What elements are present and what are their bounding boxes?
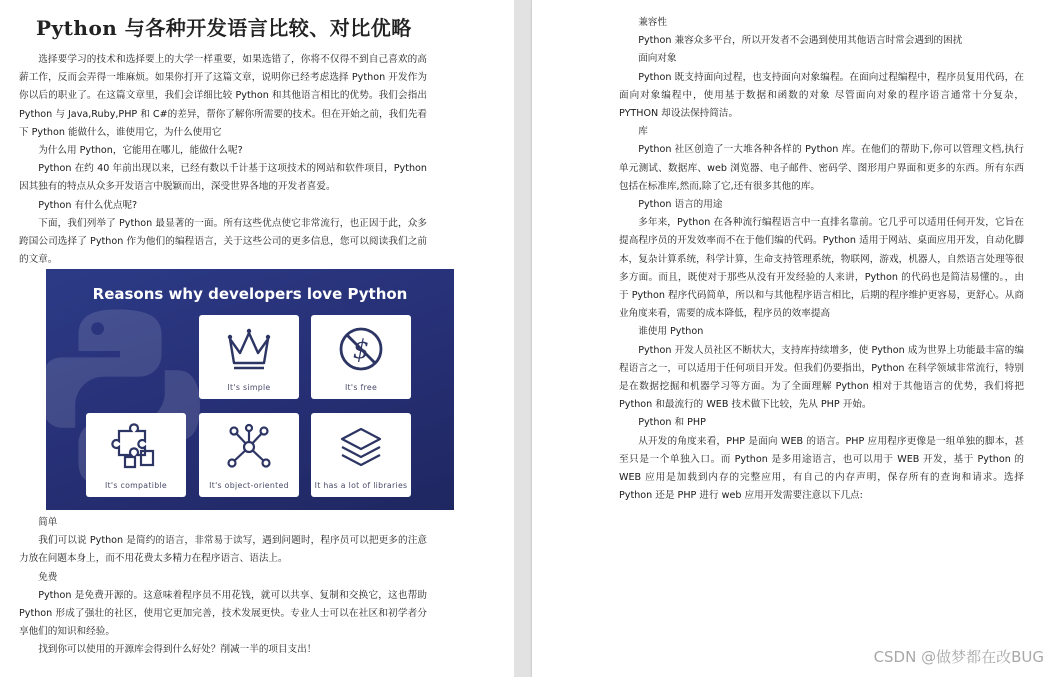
reason-card-compatible <box>86 413 186 497</box>
section-heading: 兼容性 <box>638 17 667 28</box>
paragraph: Python 既支持面向过程，也支持面向对象编程。在面向过程编程中，程序员复用代码，在面向对象编程中，使用基于数据和函数的对象 尽管面向对象的程序语言通常十分复杂，PYTHON 却设法保持简洁。 <box>619 71 1024 120</box>
document-page-right <box>532 0 1056 677</box>
paragraph: 下面，我们列举了 Python 最显著的一面。所有这些优点使它非常流行，也正因于此，众多跨国公司选择了 Python 作为他们的编程语言，关于这些公司的更多信息，您可以阅读我们之前的文章。 <box>19 217 427 266</box>
paragraph: Python 社区创造了一大堆各种各样的 Python 库。在他们的帮助下,你可以管理文档,执行单元测试、数据库、web 浏览器、电子邮件、密码学、图形用户界面和更多的东西。所有东西包括在标准库,然而,除了它,还有很多其他的库。 <box>619 144 1024 192</box>
section-heading: Python 兼容众多平台，所以开发者不会遇到使用其他语言时常会遇到的困扰 <box>638 35 963 47</box>
paragraph: 选择要学习的技术和选择要上的大学一样重要，如果选错了，你将不仅得不到自己喜欢的高薪工作，反而会弄得一堆麻烦。如果你打开了这篇文章，说明你已经考虑选择 Python 开发作为你以后的职业了。在这篇文章里，我们会详细比较 Python 和其他语言相比的优势。我们会指出 Python 与 Java,Ruby,PHP 和 C#的差异，帮你了解你所需要的技术。但在开始之前，我们先看下 Python 能做什么，谁使用它，为什么使用它 <box>19 54 427 138</box>
card-label: It's free <box>344 383 378 392</box>
paragraph: Python 在约 40 年前出现以来，已经有数以千计基于这项技术的网站和软件项目，Python 因其独有的特点从众多开发语言中脱颖而出，深受世界各地的开发者喜爱。 <box>19 163 427 193</box>
csdn-watermark: CSDN @做梦都在改BUG <box>873 648 1044 666</box>
reason-card-simple <box>199 315 299 399</box>
section-heading: Python 语言的用途 <box>638 199 723 211</box>
section-heading: 简单 <box>38 517 58 528</box>
paragraph: 多年来，Python 在各种流行编程语言中一直排名靠前。它几乎可以适用任何开发，它旨在提高程序员的开发效率而不在于他们编的代码。Python 适用于网站、桌面应用开发，自动化脚本，复杂计算系统，科学计算，生命支持管理系统，物联网，游戏，机器人，自然语言处理等很多方面。而且，既使对于那些从没有开发经验的人来讲，Python 的代码也是简洁易懂的。，由于 Python 程序代码简单，所以和与其他程序语言相比，后期的程序维护更容易，更舒心。从商业角度来看，需要的成本降低，程序员的效率提高 <box>619 217 1024 320</box>
right-column <box>619 14 1024 505</box>
section-heading: 免费 <box>38 571 58 583</box>
section-heading: Python 和 PHP <box>638 417 706 429</box>
card-label: It has a lot of libraries <box>314 481 408 490</box>
infographic <box>46 269 454 510</box>
layers-icon <box>336 423 386 471</box>
card-label: It's compatible <box>104 481 168 490</box>
puzzle-icon <box>111 423 161 471</box>
crown-icon <box>224 325 274 373</box>
card-label: It's object-oriented <box>209 481 289 490</box>
infographic-title: Reasons why developers love Python <box>92 285 408 303</box>
reason-card-object-oriented <box>199 413 299 497</box>
page-gutter <box>514 0 532 677</box>
no-dollar-icon <box>336 325 386 373</box>
document-title: Python 与各种开发语言比较、对比优略 <box>36 16 412 40</box>
paragraph: 从开发的角度来看，PHP 是面向 WEB 的语言。PHP 应用程序更像是一组单独的脚本，甚至只是一个单独入口。而 Python 是多用途语言，也可以用于 WEB 开发，基于 Python 的 WEB 应用是加载到内存的完整应用，有自己的内存声明，保存所有的查询和请求。选择 Python 还是 PHP 进行 web 应用开发需要注意以下几点: <box>619 435 1024 502</box>
paragraph: 找到你可以使用的开源库会得到什么好处？削减一半的项目支出！ <box>38 644 317 656</box>
section-heading: 库 <box>638 126 648 138</box>
section-heading: 面向对象 <box>638 53 677 65</box>
reason-card-libraries <box>311 413 411 497</box>
section-heading: 谁使用 Python <box>638 326 704 338</box>
paragraph: 我们可以说 Python 是简约的语言，非常易于读写，遇到问题时，程序员可以把更多的注意力放在问题本身上，而不用花费太多精力在程序语言、语法上。 <box>19 535 427 565</box>
svg-text:$: $ <box>352 335 370 365</box>
left-column-top <box>19 51 427 269</box>
paragraph: Python 开发人员社区不断状大，支持库持续增多，使 Python 成为世界上功能最丰富的编程语言之一，可以适用于任何项目开发。但我们仍要指出，Python 在科学领域非常流行，特别是在数据挖掘和机器学习等方面。为了全面理解 Python 相对于其他语言的优势，我们将把 Python 和最流行的 WEB 技术做下比较，先从 PHP 开始。 <box>619 344 1024 411</box>
paragraph: Python 是免费开源的。这意味着程序员不用花钱，就可以共享、复制和交换它，这也帮助 Python 形成了强壮的社区，使用它更加完善，技术发展更快。专业人士可以在社区和初学者分享他们的知识和经验。 <box>19 589 427 638</box>
left-column-bottom <box>19 514 427 660</box>
card-label: It's simple <box>227 383 271 392</box>
network-icon <box>224 423 274 471</box>
document-page-left <box>0 0 514 677</box>
reason-card-free <box>311 315 411 399</box>
section-heading: Python 有什么优点呢? <box>38 199 138 211</box>
section-heading: 为什么用 Python，它能用在哪儿，能做什么呢? <box>38 145 243 157</box>
